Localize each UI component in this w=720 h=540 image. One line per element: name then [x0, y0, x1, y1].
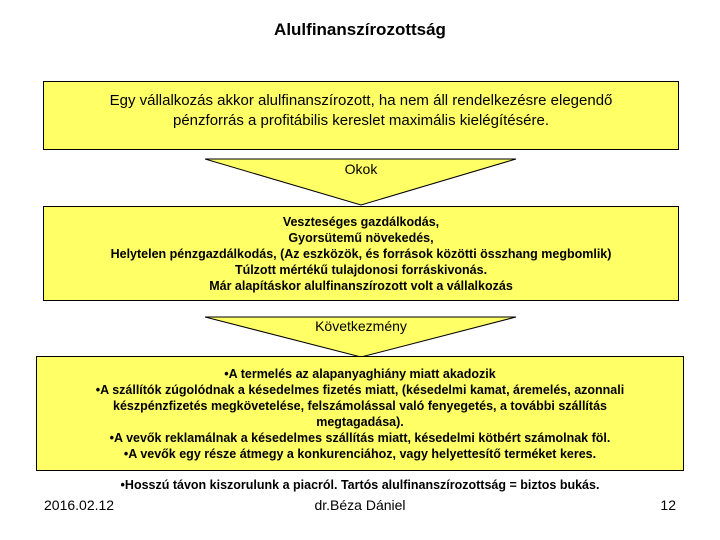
consequence-arrow-label: Következmény	[315, 318, 407, 334]
consequence-item: •A vevők egy része átmegy a konkurenciához, vagy helyettesítő terméket keres.	[123, 447, 597, 461]
conclusion-line: •Hosszú távon kiszorulunk a piacról. Tartós alulfinanszírozottság = biztos bukás.	[120, 478, 600, 492]
cause-item: Gyorsütemű növekedés,	[288, 231, 434, 245]
definition-line: pénzforrás a profitábilis kereslet maximális kielégítésére.	[173, 112, 549, 129]
page-number: 12	[660, 497, 676, 513]
consequence-item: •A szállítók zúgolódnak a késedelmes fizetés miatt, (késedelmi kamat, áremelés, azonnali	[95, 383, 625, 397]
causes-box	[43, 206, 679, 301]
consequence-item: megtagadása).	[316, 415, 404, 429]
consequence-item: •A termelés az alapanyaghiány miatt akadozik	[224, 367, 496, 381]
footer-date: 2016.02.12	[44, 497, 115, 513]
cause-item: Veszteséges gazdálkodás,	[282, 215, 440, 229]
consequence-item: •A vevők reklamálnak a késedelmes szállítás miatt, késedelmi kötbért számolnak föl.	[109, 431, 611, 445]
footer-author: dr.Béza Dániel	[314, 497, 406, 513]
cause-item: Túlzott mértékű tulajdonosi forráskivonás.	[234, 263, 488, 277]
definition-line: Egy vállalkozás akkor alulfinanszírozott, ha nem áll rendelkezésre elegendő	[109, 92, 613, 109]
page-title: Alulfinanszírozottság	[274, 20, 446, 39]
cause-item: Már alapításkor alulfinanszírozott volt a vállalkozás	[209, 279, 513, 293]
consequence-box	[36, 356, 684, 471]
definition-box	[43, 81, 679, 150]
cause-item: Helytelen pénzgazdálkodás, (Az eszközök, és források közötti összhang megbomlik)	[110, 247, 612, 261]
causes-arrow-label: Okok	[344, 161, 378, 177]
consequence-item: készpénzfizetés megkövetelése, felszámolással való fenyegetés, a további szállítás	[113, 399, 607, 413]
